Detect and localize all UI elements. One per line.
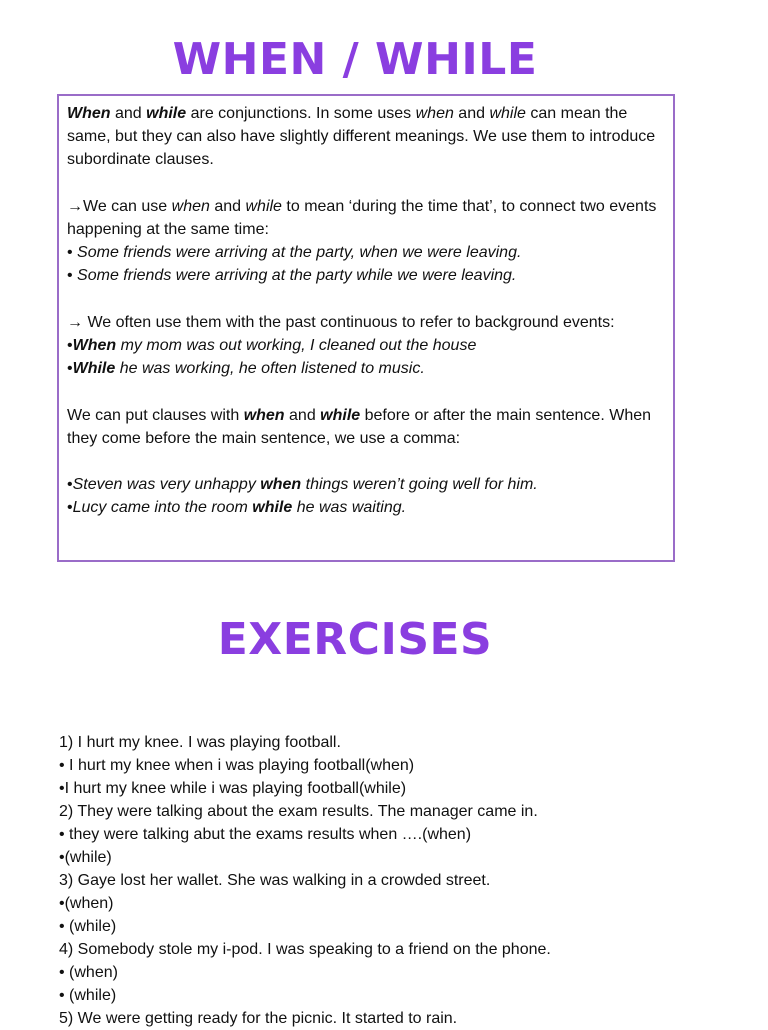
exercise-line: 1) I hurt my knee. I was playing football. — [59, 734, 341, 751]
usage-paragraph-same-time: →We can use when and while to mean ‘during the time that’, to connect two events happening at the same time: — [67, 197, 657, 238]
exercise-line: • (while) — [59, 918, 117, 935]
usage-paragraph-background: → We often use them with the past continuous to refer to background events: — [67, 313, 615, 331]
exercise-line: 3) Gaye lost her wallet. She was walking in a crowded street. — [59, 872, 491, 889]
example-item: •Steven was very unhappy when things weren’t going well for him. — [67, 476, 538, 494]
exercises-heading: EXERCISES — [217, 614, 493, 665]
example-item: •When my mom was out working, I cleaned out the house — [67, 337, 477, 354]
example-item: • Some friends were arriving at the party, when we were leaving. — [67, 244, 522, 262]
exercise-line: •I hurt my knee while i was playing football(while) — [59, 780, 407, 797]
exercise-line: •(when) — [59, 895, 114, 912]
keyword: while — [320, 406, 361, 424]
usage-paragraph-position: We can put clauses with when and while before or after the main sentence. When they come before the main sentence, we use a comma: — [67, 406, 652, 447]
exercise-line: • (while) — [59, 987, 117, 1004]
exercise-line: 4) Somebody stole my i-pod. I was speaking to a friend on the phone. — [59, 941, 551, 958]
exercise-line: • I hurt my knee when i was playing football(when) — [59, 757, 415, 774]
keyword: when — [243, 406, 285, 424]
exercise-line: 5) We were getting ready for the picnic. It started to rain. — [59, 1010, 458, 1027]
page-title: WHEN / WHILE — [172, 34, 538, 85]
example-item: •Lucy came into the room while he was waiting. — [67, 499, 407, 517]
exercise-line: •(while) — [59, 849, 112, 866]
exercise-line: • they were talking abut the exams results when ….(when) — [59, 826, 472, 843]
keyword: while — [146, 105, 187, 122]
exercises-list — [59, 731, 749, 1030]
example-item: • Some friends were arriving at the party while we were leaving. — [67, 267, 517, 285]
example-item: •While he was working, he often listened to music. — [67, 360, 425, 378]
keyword: while — [489, 105, 526, 122]
keyword: while — [245, 197, 282, 215]
exercise-line: 2) They were talking about the exam results. The manager came in. — [59, 803, 538, 820]
grammar-explanation-box — [57, 94, 675, 562]
keyword: when — [415, 105, 454, 122]
intro-paragraph: When and while are conjunctions. In some uses when and while can mean the same, but they can also have slightly different meanings. We use them to introduce subordinate clauses. — [67, 105, 656, 169]
keyword: When — [67, 105, 111, 122]
keyword: when — [171, 197, 210, 215]
exercise-line: • (when) — [59, 964, 118, 981]
